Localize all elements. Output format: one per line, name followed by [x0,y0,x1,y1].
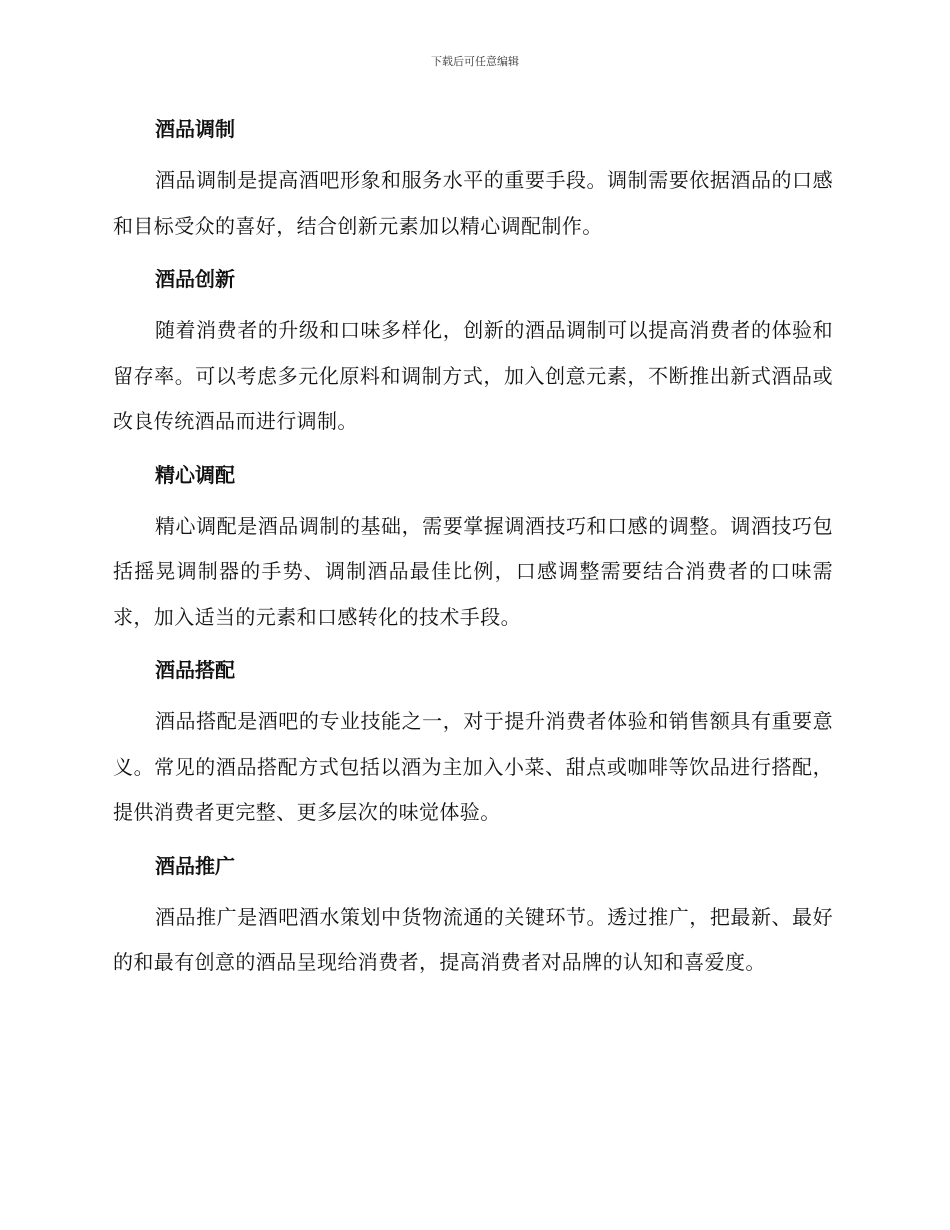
section-heading: 酒品推广 [155,853,235,878]
section-innovation [113,258,833,445]
section-paragraph: 随着消费者的升级和口味多样化，创新的酒品调制可以提高消费者的体验和留存率。可以考虑多元化原料和调制方式，加入创意元素，不断推出新式酒品或改良传统酒品而进行调制。 [113,318,833,433]
section-paragraph: 酒品推广是酒吧酒水策划中货物流通的关键环节。透过推广，把最新、最好的和最有创意的酒品呈现给消费者，提高消费者对品牌的认知和喜爱度。 [113,904,833,974]
section-heading: 酒品创新 [155,267,235,291]
section-paragraph: 酒品调制是提高酒吧形象和服务水平的重要手段。调制需要依据酒品的口感和目标受众的喜好，结合创新元素加以精心调配制作。 [113,168,833,238]
section-paragraph: 酒品搭配是酒吧的专业技能之一，对于提升消费者体验和销售额具有重要意义。常见的酒品搭配方式包括以酒为主加入小菜、甜点或咖啡等饮品进行搭配，提供消费者更完整、更多层次的味觉体验。 [113,709,833,824]
document-content [113,108,833,995]
page-header: 下载后可任意编辑 [431,55,519,68]
section-heading: 酒品搭配 [155,658,235,682]
section-heading: 酒品调制 [155,117,235,141]
section-careful-blending [113,454,833,641]
section-promotion [113,845,833,986]
section-mixing [113,108,833,249]
section-pairing [113,649,833,836]
section-paragraph: 精心调配是酒品调制的基础，需要掌握调酒技巧和口感的调整。调酒技巧包括摇晃调制器的手势、调制酒品最佳比例，口感调整需要结合消费者的口味需求，加入适当的元素和口感转化的技术手段。 [113,513,833,629]
section-heading: 精心调配 [155,462,235,487]
